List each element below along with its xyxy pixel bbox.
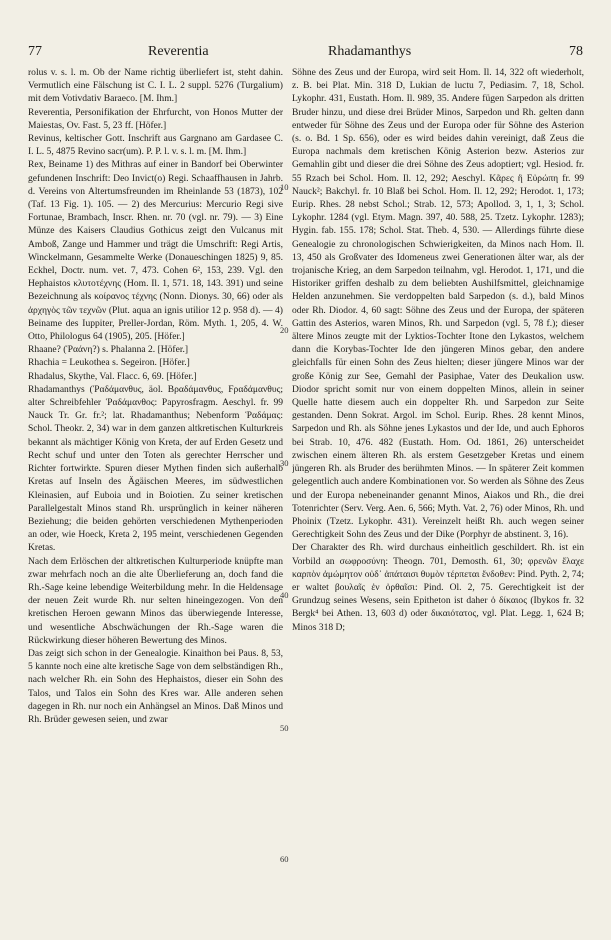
entry-rolus-fragment: rolus v. s. l. m. Ob der Name richtig überliefert ist, steht dahin. Vermutlich eine Fälschung ist C. I. L. 2 suppl. 5276 (Turgalium) mit dem Votivdativ Baraeco. [M. Ihm.] bbox=[28, 67, 283, 105]
running-header bbox=[28, 44, 583, 64]
page-number-right: 78 bbox=[569, 44, 583, 59]
left-column bbox=[28, 66, 283, 906]
entry-rhadamanthys: Rhadamanthys (Ῥαδάμανθυς, äol. Βραδάμανθυς, Ϝραδάμανθυς; alter Schreibfehler Ῥαδάμανθος: Papyrosfragm. Aeschyl. fr. 99 Nauck Tr. Gr. fr.²; lat. Rhadamanthus; Nebenform Ῥαδάμας: Schol. Theokr. 2, 34) war in dem ganzen altkretischen Kulturkreis bekannt als mächtiger König von Kreta, der auf Erden Gesetz und Recht schuf und unter den Toten als gerechter Herrscher und Richter fortwirkte. Spuren dieser Mythen finden sich außerhalb Kretas auf Inseln des Ägäischen Meeres, im südwestlichen Kleinasien, auf Euboia und in Boiotien. Zu seiner kretischen Parallelgestalt Minos stand Rh. ursprünglich in keiner näheren Beziehung; die beiden gehörten verschiedenen Mythenperioden an oder, wie Hoeck, Kreta 2, 195 meint, verschiedenen Gegenden Kretas. bbox=[28, 383, 283, 554]
paragraph-charakter: Der Charakter des Rh. wird durchaus einheitlich geschildert. Rh. ist ein Vorbild an σωφροσύνη: Theogn. 701, Demosth. 61, 30; φρενῶν ἔλαχε καρπὸν ἀμώμητον οὐδ᾽ ἀπάταισι θυμὸν τέρπεται ἔνδοθεν: Pind. Pyth. 2, 74; er waltet βουλαῖς ἐν ὀρθαῖσι: Pind. Ol. 2, 75. Gerechtigkeit ist der Grundzug seines Wesens, sein Epitheton ist daher ὁ δίκαιος (Ibykos fr. 32 Bergk⁴ bei Athen. 13, 603 d) oder δικαιότατος, vgl. Plat. Legg. 1, 624 B; Minos 318 D; bbox=[292, 542, 584, 633]
entry-revinus: Revinus, keltischer Gott. Inschrift aus Gargnano am Gardasee C. I. L. 5, 4875 Revino sacr(um). P. P. l. v. s. l. m. [M. Ihm.] bbox=[28, 133, 283, 158]
paragraph-soehne-des-zeus: Söhne des Zeus und der Europa, wird seit Hom. Il. 14, 322 oft wiederholt, z. B. bei Plat. Min. 318 D, Lukian de luctu 7, Pediasim. 7, 18, Schol. Lykophr. 431, Eustath. Hom. Il. 989, 35. Andere fügen Sarpedon als dritten Bruder hinzu, und diese drei Brüder Minos, Sarpedon und Rh. gelten dann entweder für Söhne des Zeus und der Europa oder für Söhne des Asterion (s. o. Bd. 1 Sp. 656), oder es wird beides dahin vereinigt, daß Zeus die Europa nachmals dem kretischen König Asterion bezw. Asterios zur Gemahlin gibt und dieser die drei Söhne des Zeus adoptiert; vgl. Hesiod. fr. 55 Rzach bei Schol. Hom. Il. 12, 292; Aeschyl. Κᾶρες ἢ Εὐρώπη fr. 99 Nauck²; Bakchyl. fr. 10 Blaß bei Schol. Hom. Il. 12, 292; Herodot. 1, 173; Eurip. Rhes. 28 nebst Schol.; Strab. 12, 573; Apollod. 3, 1, 1, 3; Schol. Lykophr. 1284 (vgl. Etym. Magn. 397, 40. 588, 25. Tzetz. Lykophr. 1283); Hygin. fab. 155. 178; Schol. Stat. Theb. 4, 530. — Allerdings führte diese Genealogie zu chronologischen Schwierigkeiten, da Minos nach Hom. Il. 13, 450 als Großvater des Idomeneus zwei Generationen älter war, als der trojanische Krieg, an dem Sarpedon teilnahm, vgl. Herodot. 1, 171, und die Historiker griffen deshalb zu dem beliebten Aushilfsmittel, gleichnamige Helden anzunehmen. Sie verdoppelten bald Sarpedon (s. d.), bald Minos oder Rh. Diodor. 4, 60 sagt: Söhne des Zeus und der Europa, der späteren Gattin des Asterios, waren Minos, Rh. und Sarpedon (vgl. 5, 78 f.); dieser ältere Minos zeugte mit der Lyktios-Tochter Itone den Lykastos, welchem dann die Korybas-Tochter Ide den jüngeren Minos gebar, den andere gleichfalls für einen Sohn des Zeus hielten; dieser jüngere Minos war der große König zur See, Gemahl der Pasiphae, Vater des Deukalion usw. Diodor spricht somit nur von einem doppelten Minos, allein in seiner Quelle hatte diesem auch ein doppelter Rh. und Sarpedon zur Seite gestanden. Denn Sokrat. Argol. im Schol. Eurip. Rhes. 28 kennt Minos, Sarpedon und Rh. als Söhne jenes Lykastos und der Ide, und auch Ephoros bei Strab. 10, 476. 482 (Eustath. Hom. Od. 1861, 26) unterscheidet zwischen einem älteren Rh. als erstem Gesetzgeber Kretas und einem jüngeren Rh. als Bruder des berühmten Minos. — In späterer Zeit kommen gelegentlich auch andere Kombinationen vor. So werden als Söhne des Zeus und der Europa nebeneinander genannt Minos, Aiakos und Rh., die drei Totenrichter (Serv. Verg. Aen. 6, 566; Myth. Vat. 2, 76) oder Minos, Rh. und Phoinix (Tzetz. Lykophr. 431). Vereinzelt heißt Rh. auch wegen seiner Gerechtigkeit Sohn des Zeus und der Dike (Porphyr de abstinent. 3, 16). bbox=[292, 67, 584, 541]
paragraph-genealogie: Das zeigt sich schon in der Genealogie. Kinaithon bei Paus. 8, 53, 5 kannte noch eine alte kretische Sage von dem selbständigen Rh., nach welcher Rh. ein Sohn des Hephaistos, dieser ein Sohn des Talos, und Talos ein Sohn des Kres war. Alle anderen sehen dagegen in Rh. nur noch ein Anhängsel an Minos. Daß Minos und Rh. Brüder gewesen seien, und zwar bbox=[28, 647, 283, 725]
entry-rhadalus: Rhadalus, Skythe, Val. Flacc. 6, 69. [Höfer.] bbox=[28, 370, 197, 382]
right-column bbox=[292, 66, 584, 906]
line-number: 10 bbox=[280, 182, 289, 192]
line-number: 50 bbox=[280, 723, 289, 733]
running-title-left: Reverentia bbox=[148, 44, 209, 59]
line-number: 20 bbox=[280, 325, 289, 335]
line-number: 60 bbox=[280, 854, 289, 864]
entry-rhachia: Rhachia = Leukothea s. Segeiron. [Höfer.] bbox=[28, 357, 190, 369]
entry-rhaane: Rhaane? (Ῥαάνη?) s. Phalanna 2. [Höfer.] bbox=[28, 344, 189, 356]
entry-rex: Rex, Beiname 1) des Mithras auf einer in Bandorf bei Oberwinter gefundenen Inschrift: Deo Invict(o) Regi. Schaaffhausen in Jahrb. d. Vereins von Altertumsfreunden im Rheinlande 53 (1873), 102 (Taf. 13 Fig. 1). 105. — 2) des Mercurius: Mercurio Regi sive Fortunae, Brambach, Inscr. Rhen. nr. 70 (vgl. nr. 79). — 3) Eine Münze des Kaisers Claudius Gothicus zeigt den Vulcanus mit Amboß, Zange und Hammer und trägt die Umschrift: Regi Artis, Winckelmann, Gesammelte Werke (Donaueschingen 1825) 9, 85. Eckhel, Doctr. num. vet. 7, 473. Cohen 6², 153, 239. Vgl. den Hephaistos κλυτοτέχνης (Hom. Il. 1, 571. 18, 143. 391) und seine Bezeichnung als κοίρανος τέχνης (Nonn. Dionys. 30, 66) oder als ἀρχηγὸς τῶν τεχνῶν (Plut. aqua an ignis utilior 12 p. 958 d). — 4) Beiname des Iuppiter, Preller-Jordan, Röm. Myth. 1, 205, 4. W. Otto, Philologus 64 (1905), 205. [Höfer.] bbox=[28, 159, 283, 343]
entry-reverentia: Reverentia, Personifikation der Ehrfurcht, von Honos Mutter der Maiestas, Ov. Fast. 5, 23 ff. [Höfer.] bbox=[28, 106, 283, 131]
page-number-left: 77 bbox=[28, 44, 42, 59]
line-number: 30 bbox=[280, 458, 289, 468]
running-title-right: Rhadamanthys bbox=[328, 44, 412, 59]
paragraph-kulturperiode: Nach dem Erlöschen der altkretischen Kulturperiode knüpfte man zwar mehrfach noch an die alte Überlieferung an, doch fand die Rh.-Sage keine lebendige Weiterbildung mehr. In die Heldensage der neuen Zeit wurde Rh. nur selten hineingezogen. Von den kretischen Heroen gewann Minos das überwiegende Interesse, und wesentliche Abschwächungen der Rh.-Sage waren die Rückwirkung dieser höheren Bewertung des Minos. bbox=[28, 555, 283, 646]
line-number: 40 bbox=[280, 590, 289, 600]
